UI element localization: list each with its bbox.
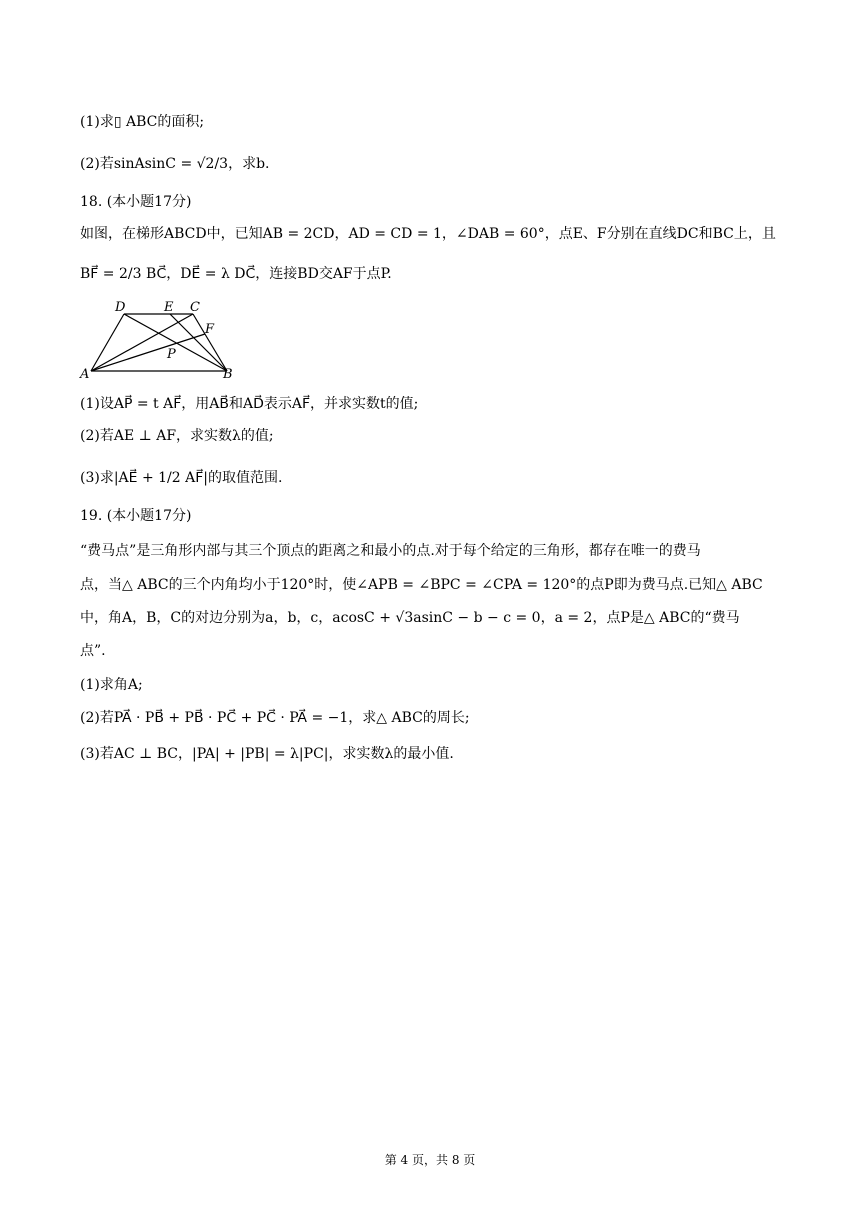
problem17-part1: (1)求▯ ABC的面积; xyxy=(80,114,205,130)
problem19-part3: (3)若AC ⊥ BC，|PA| + |PB| = λ|PC|，求实数λ的最小值. xyxy=(80,746,454,762)
trapezoid-figure xyxy=(78,298,248,382)
label-b: B xyxy=(223,367,233,382)
problem18-stem-line2: BF⃗ = 2/3 BC⃗，DE⃗ = λ DC⃗，连接BD交AF于点P. xyxy=(80,266,392,282)
problem18-stem-line1: 如图，在梯形ABCD中，已知AB = 2CD，AD = CD = 1，∠DAB = 60°，点E、F分别在直线DC和BC上，且 xyxy=(80,226,776,242)
problem19-stem-line2: 点，当△ ABC的三个内角均小于120°时，使∠APB = ∠BPC = ∠CPA = 120°的点P即为费马点.已知△ ABC xyxy=(80,577,763,593)
problem18-heading: 18. (本小题17分) xyxy=(80,194,192,210)
label-e: E xyxy=(164,300,174,315)
label-f: F xyxy=(205,322,215,337)
problem18-part1: (1)设AP⃗ = t AF⃗，用AB⃗和AD⃗表示AF⃗，并求实数t的值; xyxy=(80,396,419,412)
label-p: P xyxy=(167,347,176,362)
problem19-part1: (1)求角A; xyxy=(80,677,143,693)
problem18-part2: (2)若AE ⊥ AF，求实数λ的值; xyxy=(80,428,274,444)
problem19-stem-line3: 中，角A，B，C的对边分别为a，b，c，acosC + √3asinC − b − c = 0，a = 2，点P是△ ABC的“费马 xyxy=(80,610,740,626)
problem19-heading: 19. (本小题17分) xyxy=(80,508,192,524)
problem18-part3: (3)求|AE⃗ + 1/2 AF⃗|的取值范围. xyxy=(80,470,283,486)
problem19-stem-line1: “费马点”是三角形内部与其三个顶点的距离之和最小的点.对于每个给定的三角形，都存在唯一的费马 xyxy=(80,543,701,559)
label-a: A xyxy=(80,367,90,382)
label-c: C xyxy=(190,300,200,315)
problem19-stem-line4: 点”. xyxy=(80,643,106,659)
label-d: D xyxy=(115,300,126,315)
problem19-part2: (2)若PA⃗ · PB⃗ + PB⃗ · PC⃗ + PC⃗ · PA⃗ = −1，求△ ABC的周长; xyxy=(80,710,470,726)
page-footer: 第 4 页，共 8 页 xyxy=(384,1153,476,1167)
problem17-part2: (2)若sinAsinC = √2/3，求b. xyxy=(80,156,270,172)
